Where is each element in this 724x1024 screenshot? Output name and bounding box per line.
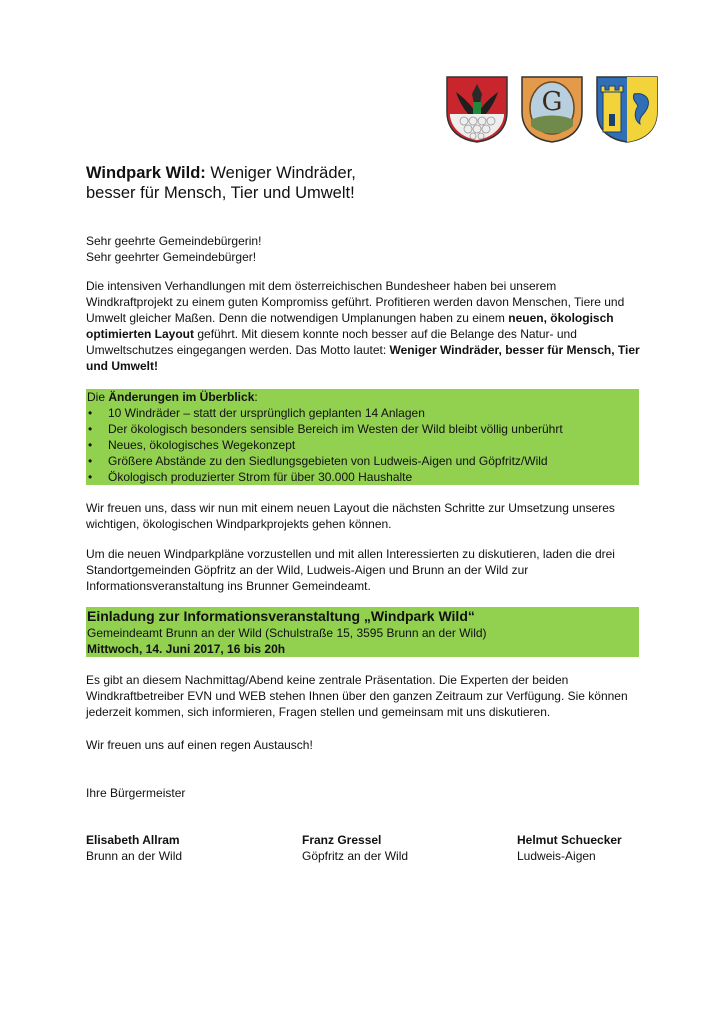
signature-place: Brunn an der Wild <box>86 849 183 863</box>
title-bold: Windpark Wild: <box>86 164 206 182</box>
goepfritz-crest-letter: G <box>541 87 563 117</box>
greeting-line2: Sehr geehrter Gemeindebürger! <box>86 250 257 264</box>
invitation-box <box>86 607 639 657</box>
intro-paragraph <box>86 278 646 374</box>
intro-part1: Die intensiven Verhandlungen mit dem österreichischen Bundesheer haben bei unserem Windkraftprojekt zu einem guten Kompromiss geführt. Profitieren werden davon Menschen, Tiere und Umwelt gleicher Maßen. Denn die notwendigen Umplanungen haben zu einem <box>86 279 625 325</box>
invitation-location: Gemeindeamt Brunn an der Wild (Schulstraße 15, 3595 Brunn an der Wild) <box>87 626 487 640</box>
list-item: • Ökologisch produzierter Strom für über 30.000 Haushalte <box>86 469 639 485</box>
intro-bold2: Weniger Windräder, besser für Mensch, Tier und Umwelt! <box>86 343 640 373</box>
crest-group <box>444 74 660 144</box>
paragraph-signoff: Ihre Bürgermeister <box>86 786 186 800</box>
changes-prefix: Die <box>87 390 109 404</box>
paragraph-next-steps: Wir freuen uns, dass wir nun mit einem neuen Layout die nächsten Schritte zur Umsetzung unseres wichtigen, ökologischen Windparkprojekts gehen können. <box>86 501 615 531</box>
paragraph-closing: Wir freuen uns auf einen regen Austausch! <box>86 738 313 752</box>
signature-name: Elisabeth Allram <box>86 833 180 847</box>
greeting-line1: Sehr geehrte Gemeindebürgerin! <box>86 234 262 248</box>
brunn-crest-icon <box>444 74 510 144</box>
signature-name: Franz Gressel <box>302 833 382 847</box>
signature-gressel <box>302 832 408 864</box>
intro-bold1: neuen, ökologisch optimierten Layout <box>86 311 614 341</box>
intro-part2: geführt. Mit diesem konnte noch besser auf die Belange des Natur- und Umweltschutzes eingegangen werden. Das Motto lautet: <box>86 327 577 357</box>
signature-allram <box>86 832 182 864</box>
greeting <box>86 233 646 265</box>
page-title <box>86 163 356 203</box>
invitation-title: Einladung zur Informationsveranstaltung „Windpark Wild“ <box>87 608 475 624</box>
paragraph-invitation-intro: Um die neuen Windparkpläne vorzustellen und mit allen Interessierten zu diskutieren, laden die drei Standortgemeinden Göpfritz an der Wild, Ludweis-Aigen und Brunn an der Wild zur Informationsveranstaltung ins Brunner Gemeindeamt. <box>86 547 615 593</box>
signature-name: Helmut Schuecker <box>517 833 622 847</box>
changes-list <box>86 405 639 485</box>
changes-box <box>86 389 639 485</box>
list-item: • 10 Windräder – statt der ursprünglich geplanten 14 Anlagen <box>86 405 639 421</box>
list-item: • Größere Abstände zu den Siedlungsgebieten von Ludweis-Aigen und Göpfritz/Wild <box>86 453 639 469</box>
title-rest: Weniger Windräder, <box>205 164 356 182</box>
list-item: • Neues, ökologisches Wegekonzept <box>86 437 639 453</box>
paragraph-event-details: Es gibt an diesem Nachmittag/Abend keine zentrale Präsentation. Die Experten der beiden Windkraftbetreiber EVN und WEB stehen Ihnen über den ganzen Zeitraum zur Verfügung. Sie können jederzeit kommen, sich informieren, Fragen stellen und gemeinsam mit uns diskutieren. <box>86 673 628 719</box>
signature-place: Göpfritz an der Wild <box>302 849 409 863</box>
signature-schuecker <box>517 832 622 864</box>
changes-heading-bold: Änderungen im Überblick <box>108 390 255 404</box>
list-item: • Der ökologisch besonders sensible Bereich im Westen der Wild bleibt völlig unberührt <box>86 421 639 437</box>
ludweis-crest-icon <box>594 74 660 144</box>
changes-heading <box>86 389 639 405</box>
title-line2: besser für Mensch, Tier und Umwelt! <box>86 184 355 202</box>
invitation-date: Mittwoch, 14. Juni 2017, 16 bis 20h <box>87 642 286 656</box>
goepfritz-crest-icon <box>519 74 585 144</box>
signature-place: Ludweis-Aigen <box>517 849 596 863</box>
changes-suffix: : <box>254 390 258 404</box>
